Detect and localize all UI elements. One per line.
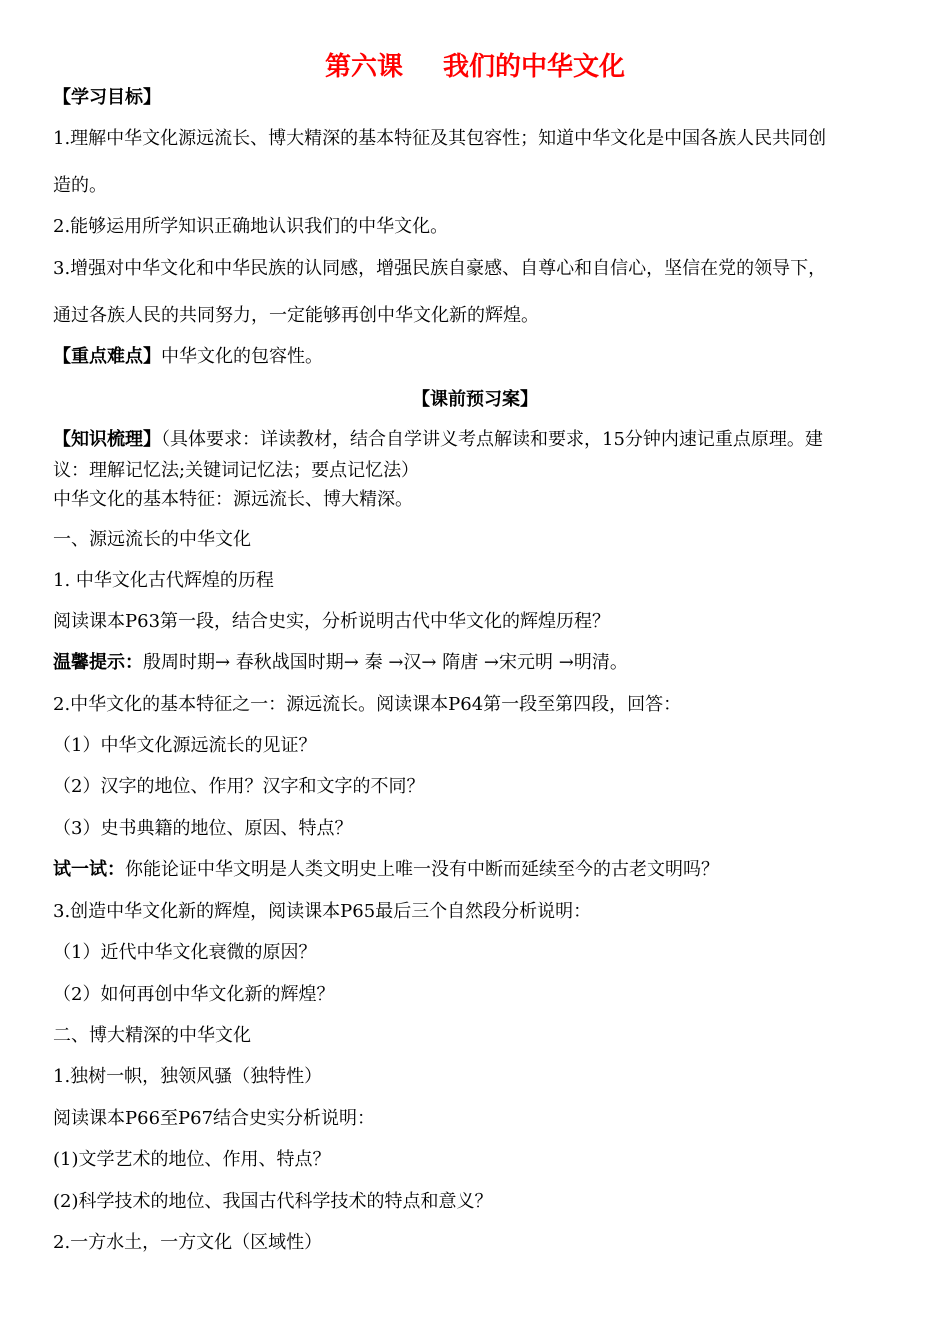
key-points [53, 345, 910, 369]
knowledge-sort-label: 【知识梳理】 [53, 429, 161, 450]
goal-1-line-1: 1.理解中华文化源远流长、博大精深的基本特征及其包容性；知道中华文化是中国各族人民共同创 [53, 128, 827, 149]
section-2-item-1-reading: 阅读课本P66至P67结合史实分析说明： [53, 1108, 376, 1129]
section-1-item-2-question-2: （2）汉字的地位、作用？汉字和文字的不同？ [53, 776, 425, 797]
section-1-item-3-question-2: （2）如何再创中华文化新的辉煌？ [53, 984, 335, 1005]
section-1-item-2-question-3: （3）史书典籍的地位、原因、特点？ [53, 818, 353, 839]
basic-feature: 中华文化的基本特征：源远流长、博大精深。 [53, 489, 413, 510]
section-2-item-1: 1.独树一帜，独领风骚（独特性） [53, 1066, 323, 1087]
title-lesson-number: 第六课 [324, 52, 403, 82]
section-1-heading: 一、源远流长的中华文化 [53, 529, 251, 550]
key-points-text: 中华文化的包容性。 [161, 346, 323, 367]
section-1-item-1-reading: 阅读课本P63第一段，结合史实，分析说明古代中华文化的辉煌历程？ [53, 611, 611, 632]
section-2-item-1-question-2: (2)科学技术的地位、我国古代科学技术的特点和意义？ [53, 1191, 493, 1212]
section-2-heading: 二、博大精深的中华文化 [53, 1025, 251, 1046]
title-lesson-name: 我们的中华文化 [443, 52, 626, 82]
section-1-item-2: 2.中华文化的基本特征之一：源远流长。阅读课本P64第一段至第四段，回答： [53, 694, 682, 715]
try-it-label: 试一试： [53, 859, 125, 880]
try-it-line [53, 858, 910, 882]
goal-3-line-2: 通过各族人民的共同努力，一定能够再创中华文化新的辉煌。 [53, 305, 539, 326]
section-1-item-1: 1. 中华文化古代辉煌的历程 [53, 570, 274, 591]
key-points-label: 【重点难点】 [53, 346, 161, 367]
tip-line [53, 651, 910, 675]
knowledge-sort-line-2: 议：理解记忆法;关键词记忆法；要点记忆法） [53, 460, 420, 481]
knowledge-sort-line-1 [53, 428, 910, 452]
preview-heading: 【课前预习案】 [412, 389, 538, 410]
try-it-text: 你能论证中华文明是人类文明史上唯一没有中断而延续至今的古老文明吗？ [125, 859, 719, 880]
page-title [0, 50, 950, 84]
section-2-item-2: 2.一方水土，一方文化（区域性） [53, 1232, 323, 1253]
tip-label: 温馨提示： [53, 652, 143, 673]
goal-2: 2.能够运用所学知识正确地认识我们的中华文化。 [53, 216, 449, 237]
tip-text: 殷周时期→ 春秋战国时期→ 秦 →汉→ 隋唐 →宋元明 →明清。 [143, 652, 628, 673]
goal-1-line-2: 造的。 [53, 175, 107, 196]
goals-heading: 【学习目标】 [53, 87, 161, 108]
section-1-item-2-question-1: （1）中华文化源远流长的见证？ [53, 735, 317, 756]
section-1-item-3: 3.创造中华文化新的辉煌，阅读课本P65最后三个自然段分析说明： [53, 901, 592, 922]
section-2-item-1-question-1: (1)文学艺术的地位、作用、特点？ [53, 1149, 331, 1170]
knowledge-sort-text-1: （具体要求：详读教材，结合自学讲义考点解读和要求，15分钟内速记重点原理。建 [161, 429, 823, 450]
goal-3-line-1: 3.增强对中华文化和中华民族的认同感，增强民族自豪感、自尊心和自信心，坚信在党的领导下， [53, 258, 827, 279]
section-1-item-3-question-1: （1）近代中华文化衰微的原因？ [53, 942, 317, 963]
